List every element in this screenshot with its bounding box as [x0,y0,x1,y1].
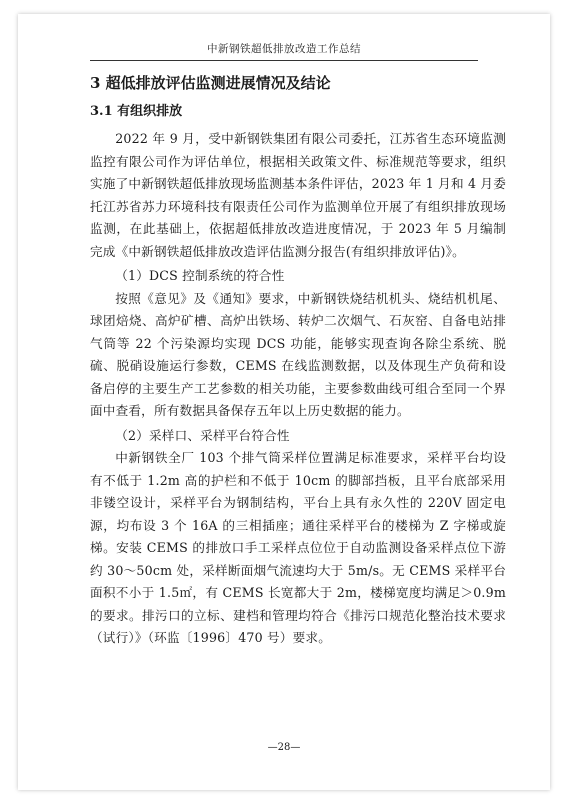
section-heading: 3 超低排放评估监测进展情况及结论 [90,74,331,92]
page-content [90,70,506,650]
subsection-heading: 3.1 有组织排放 [90,104,183,119]
item-body-sampling: 中新钢铁全厂 103 个排气筒采样位置满足标准要求，采样平台均设有不低于 1.2m 高的护栏和不低于 10cm 的脚部挡板，且平台底部采用非镂空设计，采样平台为钢制结构，平台上具有永久性的 220V 固定电源，均布设 3 个 16A 的三相插座；通往采样平台的楼梯为 Z 字梯或旋梯。安装 CEMS 的排放口手工采样点位位于自动监测设备采样点位下游约 30～50cm 处，采样断面烟气流速均大于 5m/s。无 CEMS 采样平台面积不小于 1.5㎡，有 CEMS 长宽都大于 2m，楼梯宽度均满足＞0.9m 的要求。排污口的立标、建档和管理均符合《排污口规范化整治技术要求（试行）》（环监〔1996〕470 号）要求。 [90,450,506,645]
page-number: —28— [267,742,301,753]
item-title-sampling: （2）采样口、采样平台符合性 [115,427,290,443]
intro-paragraph: 2022 年 9 月，受中新钢铁集团有限公司委托，江苏省生态环境监测监控有限公司作为评估单位，根据相关政策文件、标准规范等要求，组织实施了中新钢铁超低排放现场监测基本条件评估，2023 年 1 月和 4 月委托江苏省苏力环境科技有限责任公司作为监测单位开展了有组织排放现场监测，在此基础上，依据超低排放改造进度情况，于 2023 年 5 月编制完成《中新钢铁超低排放改造评估监测分报告(有组织排放评估)》。 [90,131,506,259]
item-title-dcs: （1）DCS 控制系统的符合性 [115,268,285,283]
item-body-dcs: 按照《意见》及《通知》要求，中新钢铁烧结机机头、烧结机机尾、球团焙烧、高炉矿槽、高炉出铁场、转炉二次烟气、石灰窑、自备电站排气筒等 22 个污染源均实现 DCS 功能，能够实现查询各除尘系统、脱硫、脱硝设施运行参数，CEMS 在线监测数据，以及体现生产负荷和设备启停的主要生产工艺参数的相关功能，主要参数曲线可组合至同一个界面中查看，所有数据具备保存五年以上历史数据的能力。 [90,290,506,418]
running-header: 中新钢铁超低排放改造工作总结 [90,41,478,61]
document-page [18,14,550,790]
